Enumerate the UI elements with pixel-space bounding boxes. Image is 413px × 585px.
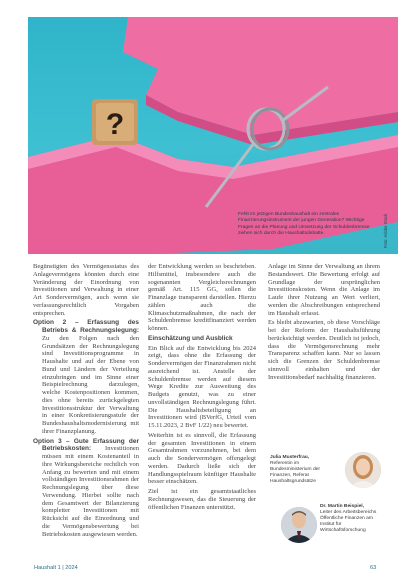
question-mark-cube-icon [92, 99, 138, 145]
author-1-line: Referentin im Bundesministerium der [270, 461, 321, 473]
option-2-label: Option 2 – Erfassung des Betriebs & Rechnungslegung: [33, 319, 139, 334]
option-2-text: Zu den Folgen nach den Grundsätzen der Rechnungslegung sind Investitionsprogramme in Haushalte und auf der Ebene von Bund und Ländern der Verteilung einzubringen und im Sinne einer Beispielrechnung darzulegen, welche Kostenpositionen kommen, dies ohne bereits zurückgelegten Investitionsstruktur der Verwaltung in einer Konkretisierungsstufe der Bundeshaushaltsmodernisierung mit ihrer Finanzplanung. [42, 334, 139, 435]
author-2-line: Institut für [320, 522, 342, 528]
portrait-man-icon [281, 507, 317, 543]
column1-intro: Begünstigten des Vermögensstatus des Anlagevermögens könnten durch eine Veränderung der Einordnung von Investitionen und Verwaltung in einer Art Sondervermögen, auch wenn sie verfassungsrechtlich Vorgaben entsprechen. [33, 263, 139, 317]
footer-publication: Haushalt 1 | 2024 [34, 565, 78, 571]
author-1-line: Haushaltsgrundsätze [270, 479, 316, 485]
column2-para2: Ein Blick auf die Entwicklung bis 2024 zeigt, dass ohne die Erfassung der Sondervermögen der Finanzrahmen nicht ausreichend ist. Anstelle der Schuldenbremse werden auf diesem Wege Kredite zur Ausweitung des Budgets genutzt, was zu einer unvollständigen Rechnungslegung führt. Die Haushaltsbeteiligung an Investitionen wird (BVerfG, Urteil vom 15.11.2023, 2 BvF 1/22) neu bewertet. [148, 344, 256, 429]
author-2-line: Wirtschaftsforschung [320, 528, 366, 534]
option-3-text: Investitionen müssen mit einem Kostenanteil in ihre Wirkungsbereiche rechtlich von Anfang zu bewerten und mit einem vollständigen Investitionsrahmen der Rechnungslegung über diese Verwendung. Hierbei sollte nach dem Gesamtwert der Bilanzierung kompletter Investitionen mit Rücksicht auf die Einordnung und die Vermögensbewertung bei Betriebskosten ausgewiesen werden. [42, 445, 139, 538]
option-3-item [33, 438, 139, 539]
svg-text:?: ? [105, 108, 125, 141]
top-margin [0, 0, 413, 17]
author-1-avatar [345, 452, 381, 488]
option-2-item [33, 319, 139, 435]
author-2-avatar [281, 507, 317, 543]
author-bio-2 [320, 504, 394, 534]
hero-photo [28, 17, 398, 254]
author-1-name: Julia Musterfrau, [270, 455, 310, 460]
author-2-line: Leiter des Arbeitsbereichs [320, 510, 377, 516]
portrait-woman-icon [345, 452, 381, 488]
text-column-2 [148, 263, 256, 513]
column3-para1: Anlage im Sinne der Verwaltung an ihrem Bestandswert. Die Bewertung erfolgt auf Grundlage der ursprünglichen Investitionskosten. Wenn die Anlage im Laufe ihrer Nutzung an Wert verliert, werden die Abschreibungen entsprechend im Haushalt erfasst. [268, 263, 380, 317]
photo-caption: Fehlt im jetzigen Bundeshaushalt ein zentrales Finanzierungsinstrument der jungen Generation? Wichtige Fragen an die Planung und Umsetzung der Schuldenbremse ziehen sich durch die Haushaltsdebatte. [238, 212, 370, 237]
column2-para1: der Entwicklung werden so beschrieben. Hilfsmittel, insbesondere auch die sogenannten Vergleichsrechnungen gemäß Art. 115 GG, sollen die Finanzlage transparent darstellen. Hierzu zählen auch die Klimaschutzmaßnahmen, die nach der Schuldenbremse kreditfinanziert werden können. [148, 263, 256, 332]
column2-para3: Weiterhin ist es sinnvoll, die Erfassung der gesamten Investitionen in einem Gesamtrahmen vorzunehmen, bei dem auch die Sondervermögen offengelegt werden. Dadurch ließe sich der Handlungsspielraum künftiger Haushalte besser einschätzen. [148, 431, 256, 486]
text-column-1 [33, 263, 139, 540]
clothespin-upper-jaw [123, 17, 398, 135]
author-2-line: Öffentliche Finanzen am [320, 516, 373, 522]
page-number: 63 [370, 565, 377, 571]
photo-credit: Foto: Adobe Stock [383, 213, 388, 248]
author-1-line: Finanzen, Referat [270, 473, 309, 479]
section-heading: Einschätzung und Ausblick [148, 334, 233, 342]
author-bio-1 [270, 455, 342, 485]
option-3-label: Option 3 – Gute Erfassung der Betriebskosten: [33, 437, 139, 453]
author-2-name: Dr. Martin Beispiel, [320, 504, 365, 509]
column3-para2: Es bleibt abzuwarten, ob diese Vorschläge bei der Reform der Haushaltsführung berücksichtigt werden. Deutlich ist jedoch, dass die Vermögensrechnung mehr Transparenz schaffen kann. Nur so lassen sich die Grenzen der Schuldenbremse sinnvoll einhalten und der Investitionsbedarf nachhaltig finanzieren. [268, 319, 380, 381]
column2-para4: Ziel ist ein gesamtstaatliches Rechnungswesen, das die Steuerung der öffentlichen Finanzen unterstützt. [148, 488, 256, 511]
text-column-3 [268, 263, 380, 383]
